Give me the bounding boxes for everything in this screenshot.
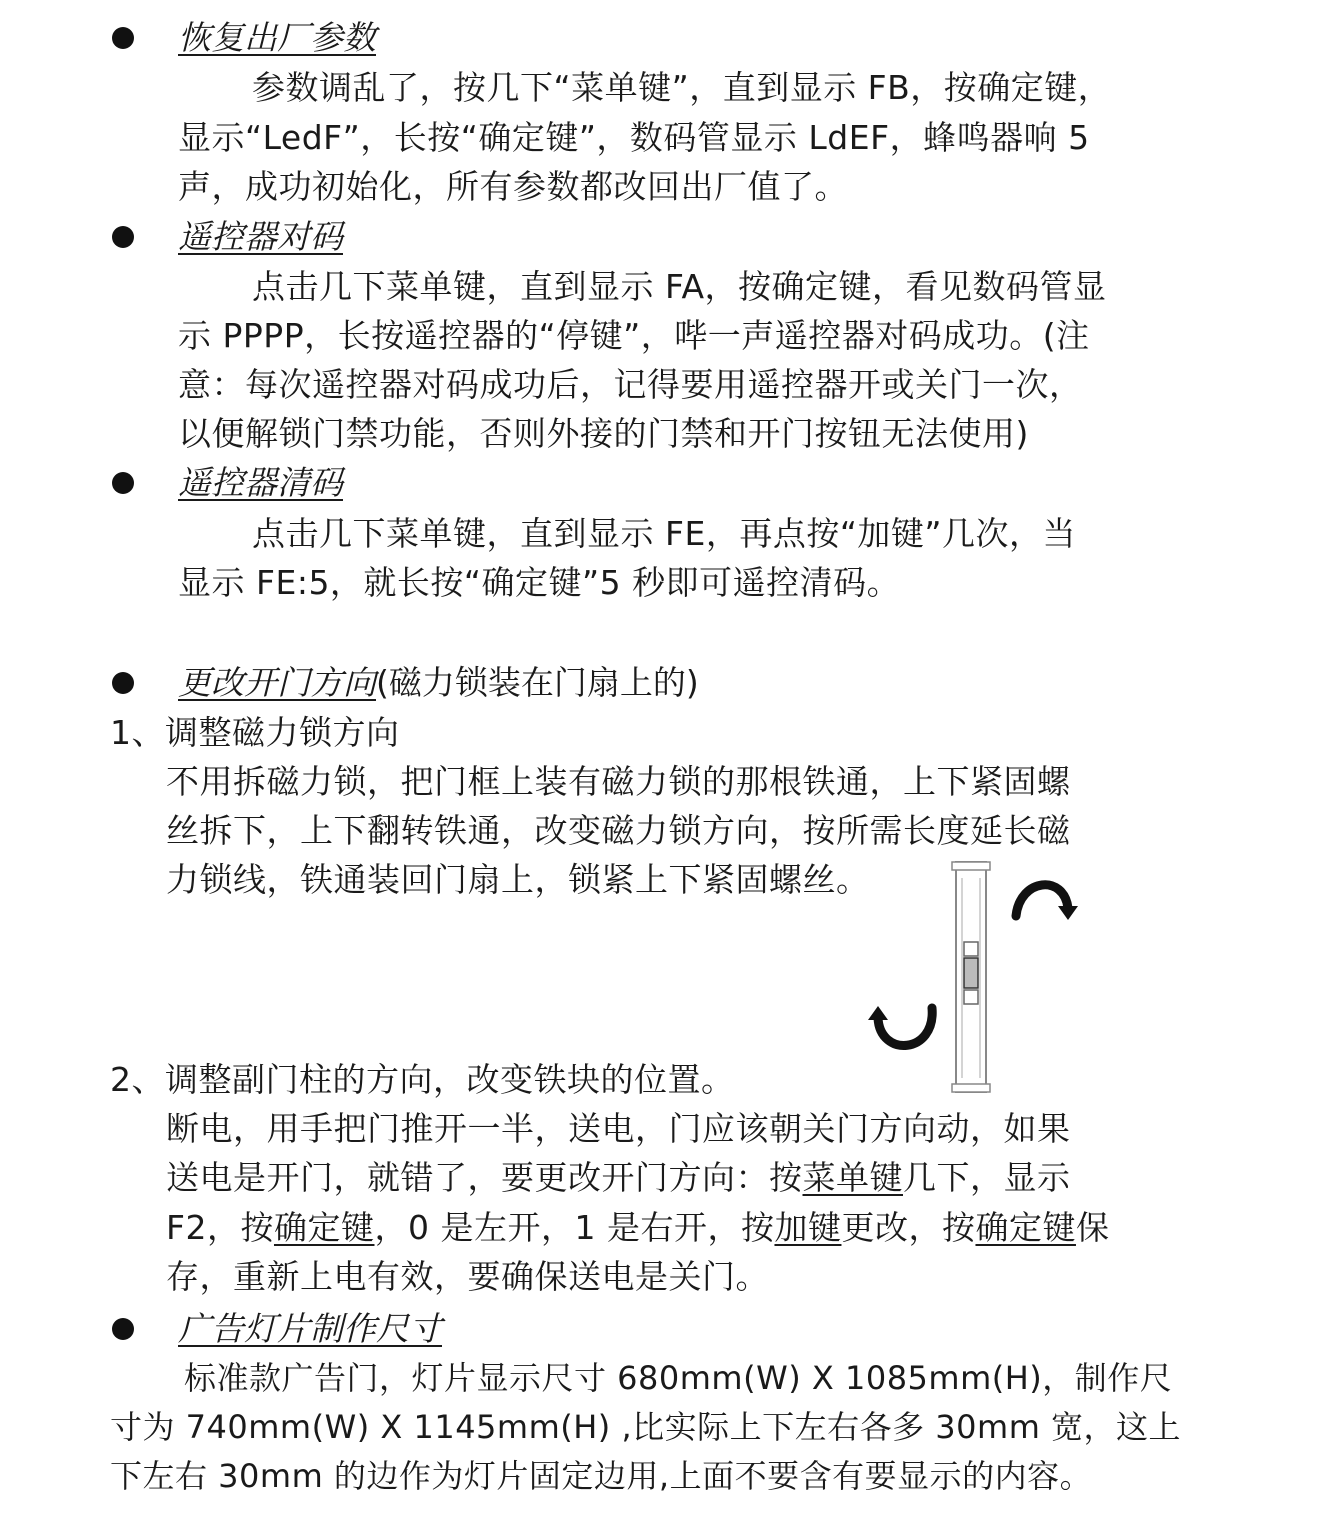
text-segment: ，0 是左开，1 是右开，按 [374,1208,775,1247]
paragraph-line: 不用拆磁力锁，把门框上装有磁力锁的那根铁通，上下紧固螺 [166,762,1071,801]
add-key-label: 加键 [774,1208,842,1247]
paragraph-line: 示 PPPP，长按遥控器的“停键”，哔一声遥控器对码成功。(注 [178,316,1090,355]
paragraph-line: 存，重新上电有效，要确保送电是关门。 [166,1257,769,1296]
text-segment: 送电是开门，就错了，要更改开门方向：按 [166,1158,803,1197]
heading-text: 恢复出厂参数 [178,18,376,57]
paragraph-line [166,1155,1071,1201]
paragraph-line: 断电，用手把门推开一半，送电，门应该朝关门方向动，如果 [166,1109,1071,1148]
text-segment: 更改，按 [841,1208,976,1247]
paragraph-line: 显示 FE:5，就长按“确定键”5 秒即可遥控清码。 [178,563,901,602]
heading-text: 更改开门方向 [178,663,376,702]
paragraph-line: 标准款广告门，灯片显示尺寸 680mm(W) X 1085mm(H)，制作尺 [184,1359,1173,1397]
paragraph-line: 寸为 740mm(W) X 1145mm(H) ,比实际上下左右各多 30mm 宽，这上 [110,1408,1182,1446]
paragraph-line: 力锁线，铁通装回门扇上，锁紧上下紧固螺丝。 [166,860,870,899]
menu-key-label: 菜单键 [802,1158,903,1197]
bullet-icon [112,27,134,49]
flip-arrow-icon [868,1006,932,1045]
heading-text: 遥控器清码 [178,463,343,502]
lock-rail-diagram [860,858,1090,1098]
paragraph-line: 下左右 30mm 的边作为灯片固定边用,上面不要含有要显示的内容。 [110,1457,1093,1495]
text-segment: 保 [1075,1208,1110,1247]
heading-text: 遥控器对码 [178,217,343,256]
text-segment: 几下，显示 [903,1158,1071,1197]
bullet-icon [112,226,134,248]
heading-remote-pairing [178,214,343,260]
heading-note: (磁力锁装在门扇上的) [376,663,699,702]
heading-light-sheet [178,1306,442,1352]
bullet-icon [112,672,134,694]
confirm-key-label: 确定键 [273,1208,375,1247]
heading-text: 广告灯片制作尺寸 [178,1309,442,1348]
step2-title: 2、调整副门柱的方向，改变铁块的位置。 [110,1060,735,1099]
text-segment: F2，按 [166,1208,274,1247]
heading-factory-reset [178,15,376,61]
paragraph-line: 显示“LedF”，长按“确定键”，数码管显示 LdEF，蜂鸣器响 5 [178,118,1090,157]
lock-rail-icon [952,862,990,1092]
heading-remote-clear [178,460,343,506]
step1-title: 1、调整磁力锁方向 [110,713,400,752]
paragraph-line: 声，成功初始化，所有参数都改回出厂值了。 [178,167,848,206]
bullet-icon [112,1318,134,1340]
paragraph-line: 参数调乱了，按几下“菜单键”，直到显示 FB，按确定键， [252,68,1112,107]
paragraph-line: 丝拆下，上下翻转铁通，改变磁力锁方向，按所需长度延长磁 [166,811,1071,850]
bullet-icon [112,472,134,494]
paragraph-line: 点击几下菜单键，直到显示 FA，按确定键，看见数码管显 [252,267,1107,306]
heading-door-direction [178,660,699,706]
paragraph-line: 以便解锁门禁功能，否则外接的门禁和开门按钮无法使用) [178,414,1029,453]
paragraph-line: 点击几下菜单键，直到显示 FE，再点按“加键”几次，当 [252,514,1077,553]
flip-arrow-icon [1016,885,1078,920]
paragraph-line: 意：每次遥控器对码成功后，记得要用遥控器开或关门一次， [178,365,1083,404]
confirm-key-label: 确定键 [975,1208,1076,1247]
paragraph-line [166,1205,1109,1251]
